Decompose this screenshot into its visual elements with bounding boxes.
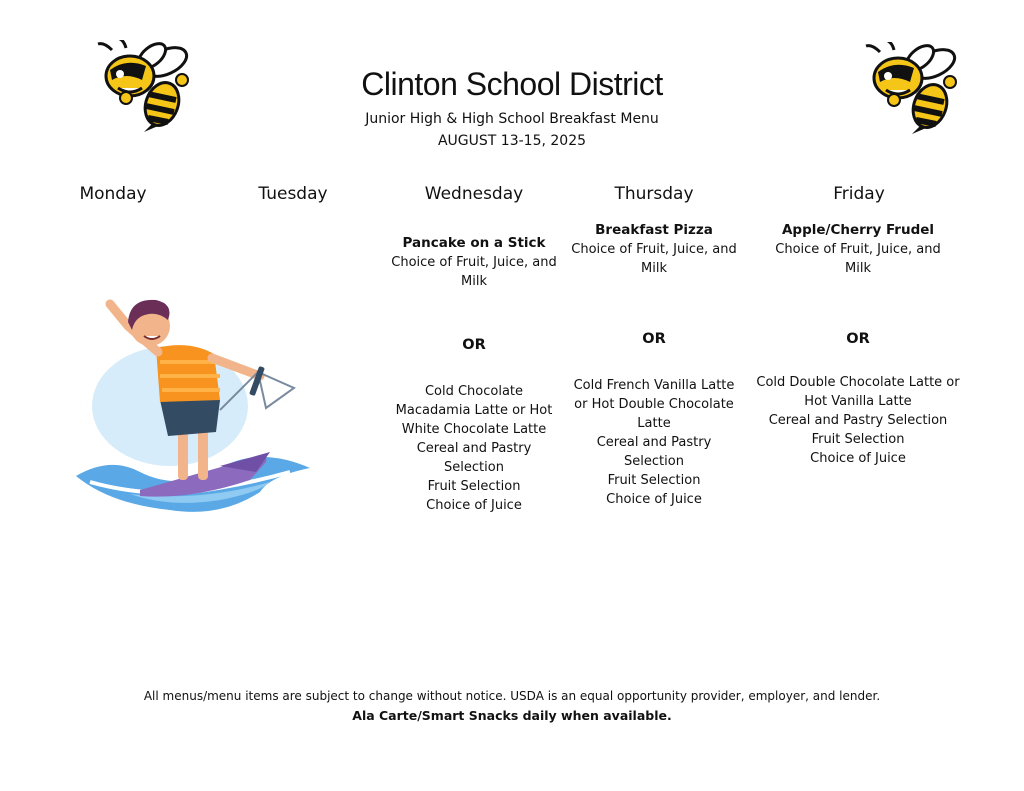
thursday-entree: Breakfast Pizza (595, 222, 713, 238)
list-item: Cereal and Pastry Selection (768, 413, 948, 428)
day-heading-thursday: Thursday (614, 184, 694, 204)
list-item: Selection (624, 454, 684, 469)
thursday-choice: Choice of Fruit, Juice, and Milk (571, 242, 737, 276)
page-title: Clinton School District (361, 66, 663, 102)
list-item: Cold French Vanilla Latte (573, 378, 735, 393)
list-item: White Chocolate Latte (401, 422, 547, 437)
yellow-jacket-mascot-left-icon (96, 40, 192, 132)
list-item: Hot Vanilla Latte (804, 394, 912, 409)
list-item: Selection (444, 460, 504, 475)
thursday-menu (569, 221, 739, 278)
day-heading-friday: Friday (833, 184, 885, 204)
list-item: Cereal and Pastry (596, 435, 712, 450)
menu-subtitle: Junior High & High School Breakfast Menu (365, 111, 659, 127)
list-item: Fruit Selection (811, 432, 905, 447)
list-item: Fruit Selection (427, 479, 521, 494)
footer-smart-snacks: Ala Carte/Smart Snacks daily when available. (352, 708, 672, 723)
wednesday-menu (389, 234, 559, 291)
footer-disclaimer: All menus/menu items are subject to change without notice. USDA is an equal opportunity provider, employer, and lender. (143, 689, 881, 703)
friday-alternatives (748, 373, 968, 468)
list-item: or Hot Double Chocolate (574, 397, 734, 412)
friday-menu (773, 221, 943, 278)
menu-dates: AUGUST 13-15, 2025 (437, 133, 587, 149)
list-item: Macadamia Latte or Hot (395, 403, 553, 418)
wednesday-entree: Pancake on a Stick (402, 235, 546, 251)
list-item: Choice of Juice (606, 492, 702, 507)
list-item: Fruit Selection (607, 473, 701, 488)
friday-or: OR (846, 331, 870, 347)
list-item: Cold Chocolate (424, 384, 524, 399)
list-item: Cereal and Pastry (416, 441, 532, 456)
friday-choice: Choice of Fruit, Juice, and Milk (775, 242, 941, 276)
yellow-jacket-mascot-right-icon (864, 42, 960, 134)
wednesday-or: OR (462, 337, 486, 353)
wednesday-choice: Choice of Fruit, Juice, and Milk (391, 255, 557, 289)
list-item: Choice of Juice (426, 498, 522, 513)
day-heading-wednesday: Wednesday (424, 184, 524, 204)
wednesday-alternatives (389, 382, 559, 515)
list-item: Cold Double Chocolate Latte or (756, 375, 960, 390)
water-skier-illustration-icon (70, 296, 320, 518)
friday-entree: Apple/Cherry Frudel (781, 222, 935, 238)
day-heading-monday: Monday (79, 184, 147, 204)
thursday-or: OR (642, 331, 666, 347)
thursday-alternatives (569, 376, 739, 509)
list-item: Latte (637, 416, 671, 431)
list-item: Choice of Juice (810, 451, 906, 466)
day-heading-tuesday: Tuesday (258, 184, 328, 204)
